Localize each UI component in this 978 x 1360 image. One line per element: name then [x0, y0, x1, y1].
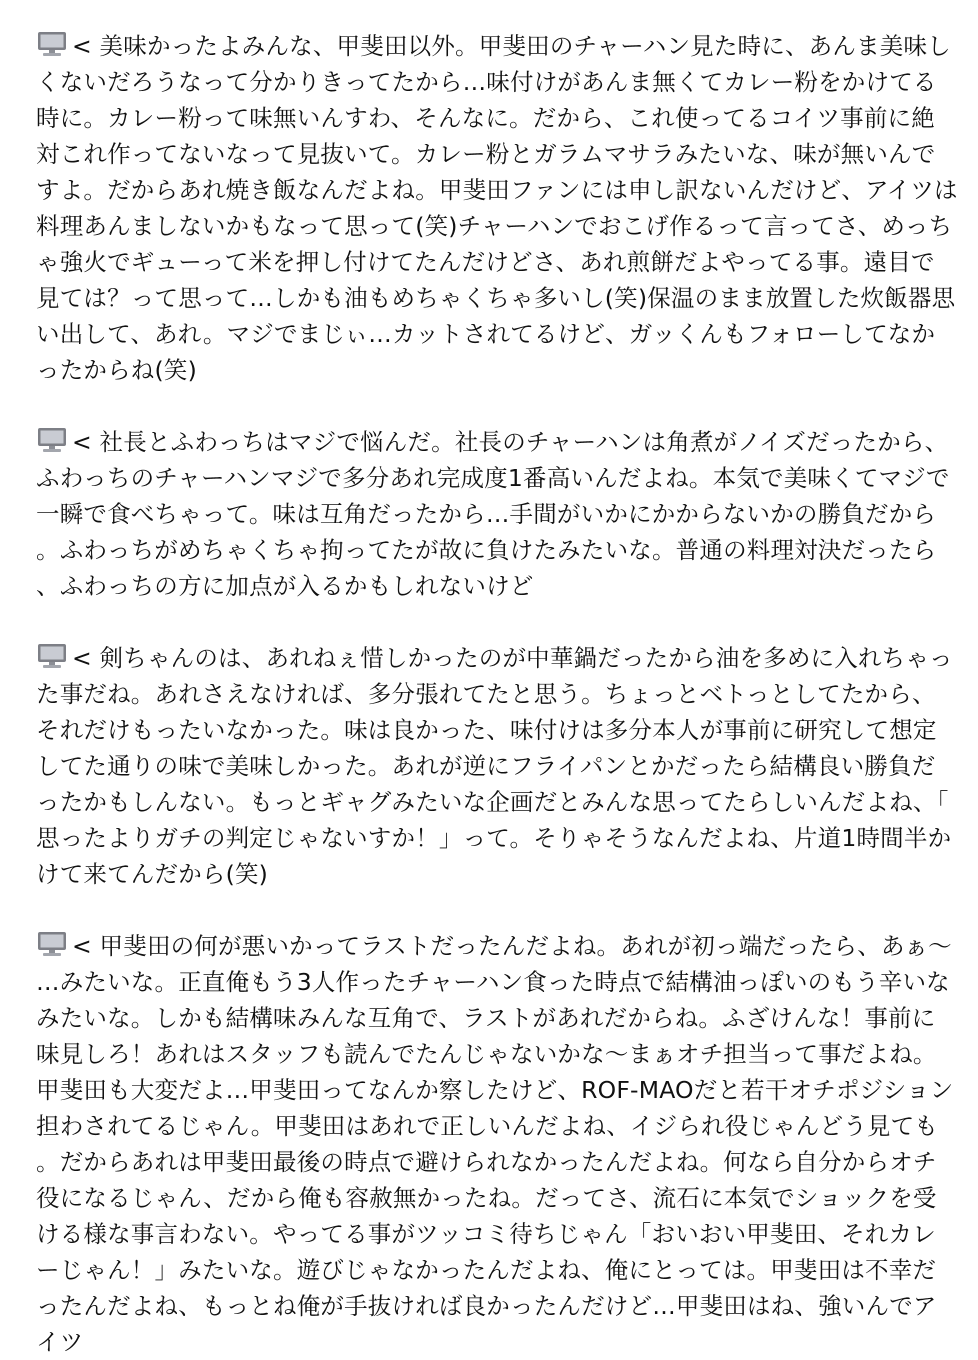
- paragraph-text: < 甲斐田の何が悪いかってラストだったんだよね。あれが初っ端だったら、あぁ〜…みたいな。正直俺もう3人作ったチャーハン食った時点で結構油っぽいのもう辛いなみたいな。しかも結構味みんな互角で、ラストがあれだからね。ふざけんな！事前に味見しろ！あれはスタッフも読んでたんじゃないかな〜まぁオチ担当って事だよね。甲斐田も大変だよ…甲斐田ってなんか察したけど、ROF-MAOだと若干オチポジション担わされてるじゃん。甲斐田はあれで正しいんだよね、イジられ役じゃんどう見ても。だからあれは甲斐田最後の時点で避けられなかったんだよね。何なら自分からオチ役になるじゃん、だから俺も容赦無かったね。だってさ、流石に本気でショックを受ける様な事言わない。やってる事がツッコミ待ちじゃん「おいおい甲斐田、それカレーじゃん！」みたいな。遊びじゃなかったんだよね、俺にとっては。甲斐田は不幸だったんだよね、もっとね俺が手抜ければ良かったんだけど…甲斐田はね、強いんでアイツ: [36, 932, 954, 1356]
- paragraph-2: [36, 424, 958, 604]
- paragraph-1: [36, 28, 958, 388]
- paragraph-text: < 剣ちゃんのは、あれねぇ惜しかったのが中華鍋だったから油を多めに入れちゃった事だね。あれさえなければ、多分張れてたと思う。ちょっとベトっとしてたから、それだけもったいなかった。味は良かった、味付けは多分本人が事前に研究して想定してた通りの味で美味しかった。あれが逆にフライパンとかだったら結構良い勝負だったかもしんない。もっとギャグみたいな企画だとみんな思ってたらしいんだよね、「思ったよりガチの判定じゃないすか！」って。そりゃそうなんだよね、片道1時間半かけて来てんだから(笑): [36, 644, 953, 888]
- computer-icon: [36, 931, 68, 957]
- paragraph-3: [36, 640, 958, 892]
- paragraph-text: < 社長とふわっちはマジで悩んだ。社長のチャーハンは角煮がノイズだったから、ふわっちのチャーハンマジで多分あれ完成度1番高いんだよね。本気で美味くてマジで一瞬で食べちゃって。味は互角だったから…手間がいかにかからないかの勝負だから。ふわっちがめちゃくちゃ拘ってたが故に負けたみたいな。普通の料理対決だったら、ふわっちの方に加点が入るかもしれないけど: [36, 428, 950, 600]
- computer-icon: [36, 31, 68, 57]
- computer-icon: [36, 643, 68, 669]
- paragraph-4: [36, 928, 958, 1360]
- paragraph-text: < 美味かったよみんな、甲斐田以外。甲斐田のチャーハン見た時に、あんま美味しくないだろうなって分かりきってたから…味付けがあんま無くてカレー粉をかけてる時に。カレー粉って味無いんすわ、そんなに。だから、これ使ってるコイツ事前に絶対これ作ってないなって見抜いて。カレー粉とガラムマサラみたいな、味が無いんですよ。だからあれ焼き飯なんだよね。甲斐田ファンには申し訳ないんだけど、アイツは料理あんましないかもなって思って(笑)チャーハンでおこげ作るって言ってさ、めっちゃ強火でギューって米を押し付けてたんだけどさ、あれ煎餅だよやってる事。遠目で見ては？って思って…しかも油もめちゃくちゃ多いし(笑)保温のまま放置した炊飯器思い出して、あれ。マジでまじぃ…カットされてるけど、ガッくんもフォローしてなかったからね(笑): [36, 32, 958, 384]
- computer-icon: [36, 427, 68, 453]
